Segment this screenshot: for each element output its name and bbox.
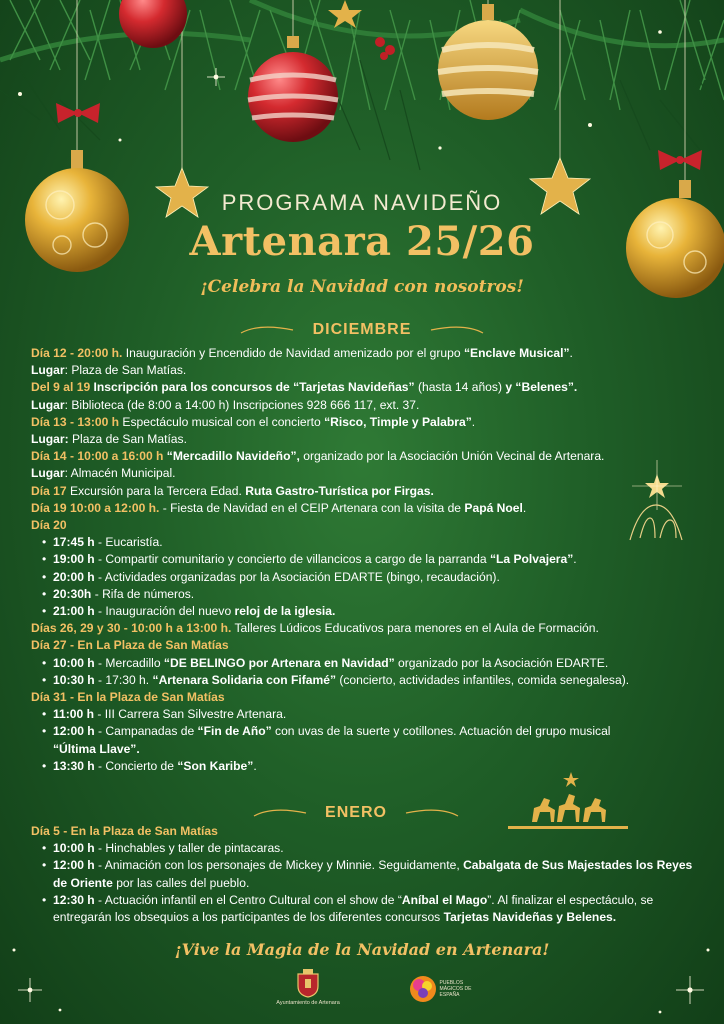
list-item: • 10:30 h - 17:30 h. “Artenara Solidaria con Fifamé” (concierto, actividades infantiles, comida senegalesa). [53,672,707,689]
day-27-list [31,655,707,689]
pueblos-magicos-icon [408,974,438,1004]
diciembre-label: DICIEMBRE [312,321,412,338]
list-item: • 10:00 h - Mercadillo “DE BELINGO por Artenara en Navidad” organizado por la Asociación EDARTE. [53,655,707,672]
pueblos-magicos-logo [408,974,482,1004]
gold-star-top [328,0,362,28]
swirl-left-icon [252,808,308,818]
ayuntamiento-logo [262,968,354,1006]
diciembre-program [31,345,707,775]
footer-logos [0,968,724,1018]
event-line: Día 19 10:00 a 12:00 h. - Fiesta de Navidad en el CEIP Artenara con la visita de Papá Noel. [31,500,527,515]
day-heading: Día 20 [31,518,67,533]
pine-needles [10,0,724,110]
list-item: • 12:00 h - Animación con los personajes de Mickey y Minnie. Seguidamente, Cabalgata de Sus Majestades los Reyes de Oriente por las calles del pueblo. [53,857,707,891]
event-line: Días 26, 29 y 30 - 10:00 h a 13:00 h. Talleres Lúdicos Educativos para menores en el Aula de Formación. [31,621,599,636]
coat-of-arms-icon [295,968,321,998]
program-kicker: PROGRAMA NAVIDEÑO [221,190,503,215]
month-heading-diciembre [0,321,724,339]
list-item: • 20:30h - Rifa de números. [53,586,707,603]
tagline: ¡Celebra la Navidad con nosotros! [200,277,524,297]
gold-striped-ornament [438,4,538,120]
venue-line: Lugar: Plaza de San Matías. [31,432,187,447]
list-item: • 17:45 h - Eucaristía. [53,534,707,551]
red-bow-left [56,103,100,123]
red-bow-right [658,150,702,170]
red-berries [375,37,395,60]
enero-label: ENERO [325,804,387,821]
list-item: • 13:30 h - Concierto de “Son Karibe”. [53,758,707,775]
event-line: Día 14 - 10:00 a 16:00 h “Mercadillo Navideño”, organizado por la Asociación Unión Vecinal de Artenara. [31,449,605,464]
event-line: Del 9 al 19 Inscripción para los concursos de “Tarjetas Navideñas” (hasta 14 años) y “Belenes”. [31,380,578,395]
enero-program [31,823,707,926]
event-line: Día 17 Excursión para la Tercera Edad. Ruta Gastro-Turística por Firgas. [31,483,434,498]
ayuntamiento-name: Ayuntamiento de Artenara [276,1000,340,1006]
pine-branches [0,0,724,60]
day-20-list [31,534,707,620]
page-title: Artenara 25/26 [189,218,535,265]
swirl-left-icon [239,325,295,335]
day-heading: Día 27 - En La Plaza de San Matías [31,638,229,653]
closing-slogan: ¡Vive la Magia de la Navidad en Artenara! [174,940,550,959]
month-heading-enero [0,804,724,822]
swirl-right-icon [429,325,485,335]
red-ornament-top [119,0,187,48]
header [0,190,724,297]
event-line: Día 12 - 20:00 h. Inauguración y Encendido de Navidad amenizado por el grupo “Enclave Musical”. [31,346,573,360]
list-item: • 21:00 h - Inauguración del nuevo reloj de la iglesia. [53,603,707,620]
list-item: • 11:00 h - III Carrera San Silvestre Artenara. [53,706,707,723]
list-item: • 19:00 h - Compartir comunitario y concierto de villancicos a cargo de la parranda “La Polvajera”. [53,551,707,568]
list-item: • 20:00 h - Actividades organizadas por la Asociación EDARTE (bingo, recaudación). [53,569,707,586]
day-heading: Día 5 - En la Plaza de San Matías [31,824,218,838]
list-item: • 10:00 h - Hinchables y taller de pintacaras. [53,840,707,857]
pueblos-magicos-name: PUEBLOS MÁGICOS DE ESPAÑA [439,980,472,998]
venue-line: Lugar: Biblioteca (de 8:00 a 14:00 h) Inscripciones 928 666 117, ext. 37. [31,397,420,412]
venue-line: Lugar: Almacén Municipal. [31,466,176,481]
list-item: • 12:00 h - Campanadas de “Fin de Año” con uvas de la suerte y cotillones. Actuación del grupo musical “Última Llave”. [53,723,707,757]
venue-line: Lugar: Plaza de San Matías. [31,363,187,378]
event-line: Día 13 - 13:00 h Espectáculo musical con el concierto “Risco, Timple y Palabra”. [31,414,476,429]
day-5-list [31,840,707,926]
day-heading: Día 31 - En la Plaza de San Matías [31,690,225,705]
pine-needles-deep [0,60,724,170]
red-striped-ornament [248,36,338,142]
list-item: • 12:30 h - Actuación infantil en el Centro Cultural con el show de “Aníbal el Mago”. Al finalizar el espectáculo, se entregarán los obsequios a los participantes de los diferentes concursos Tarjetas Navideñas y Belenes. [53,892,707,926]
swirl-right-icon [404,808,460,818]
day-31-list [31,706,707,775]
